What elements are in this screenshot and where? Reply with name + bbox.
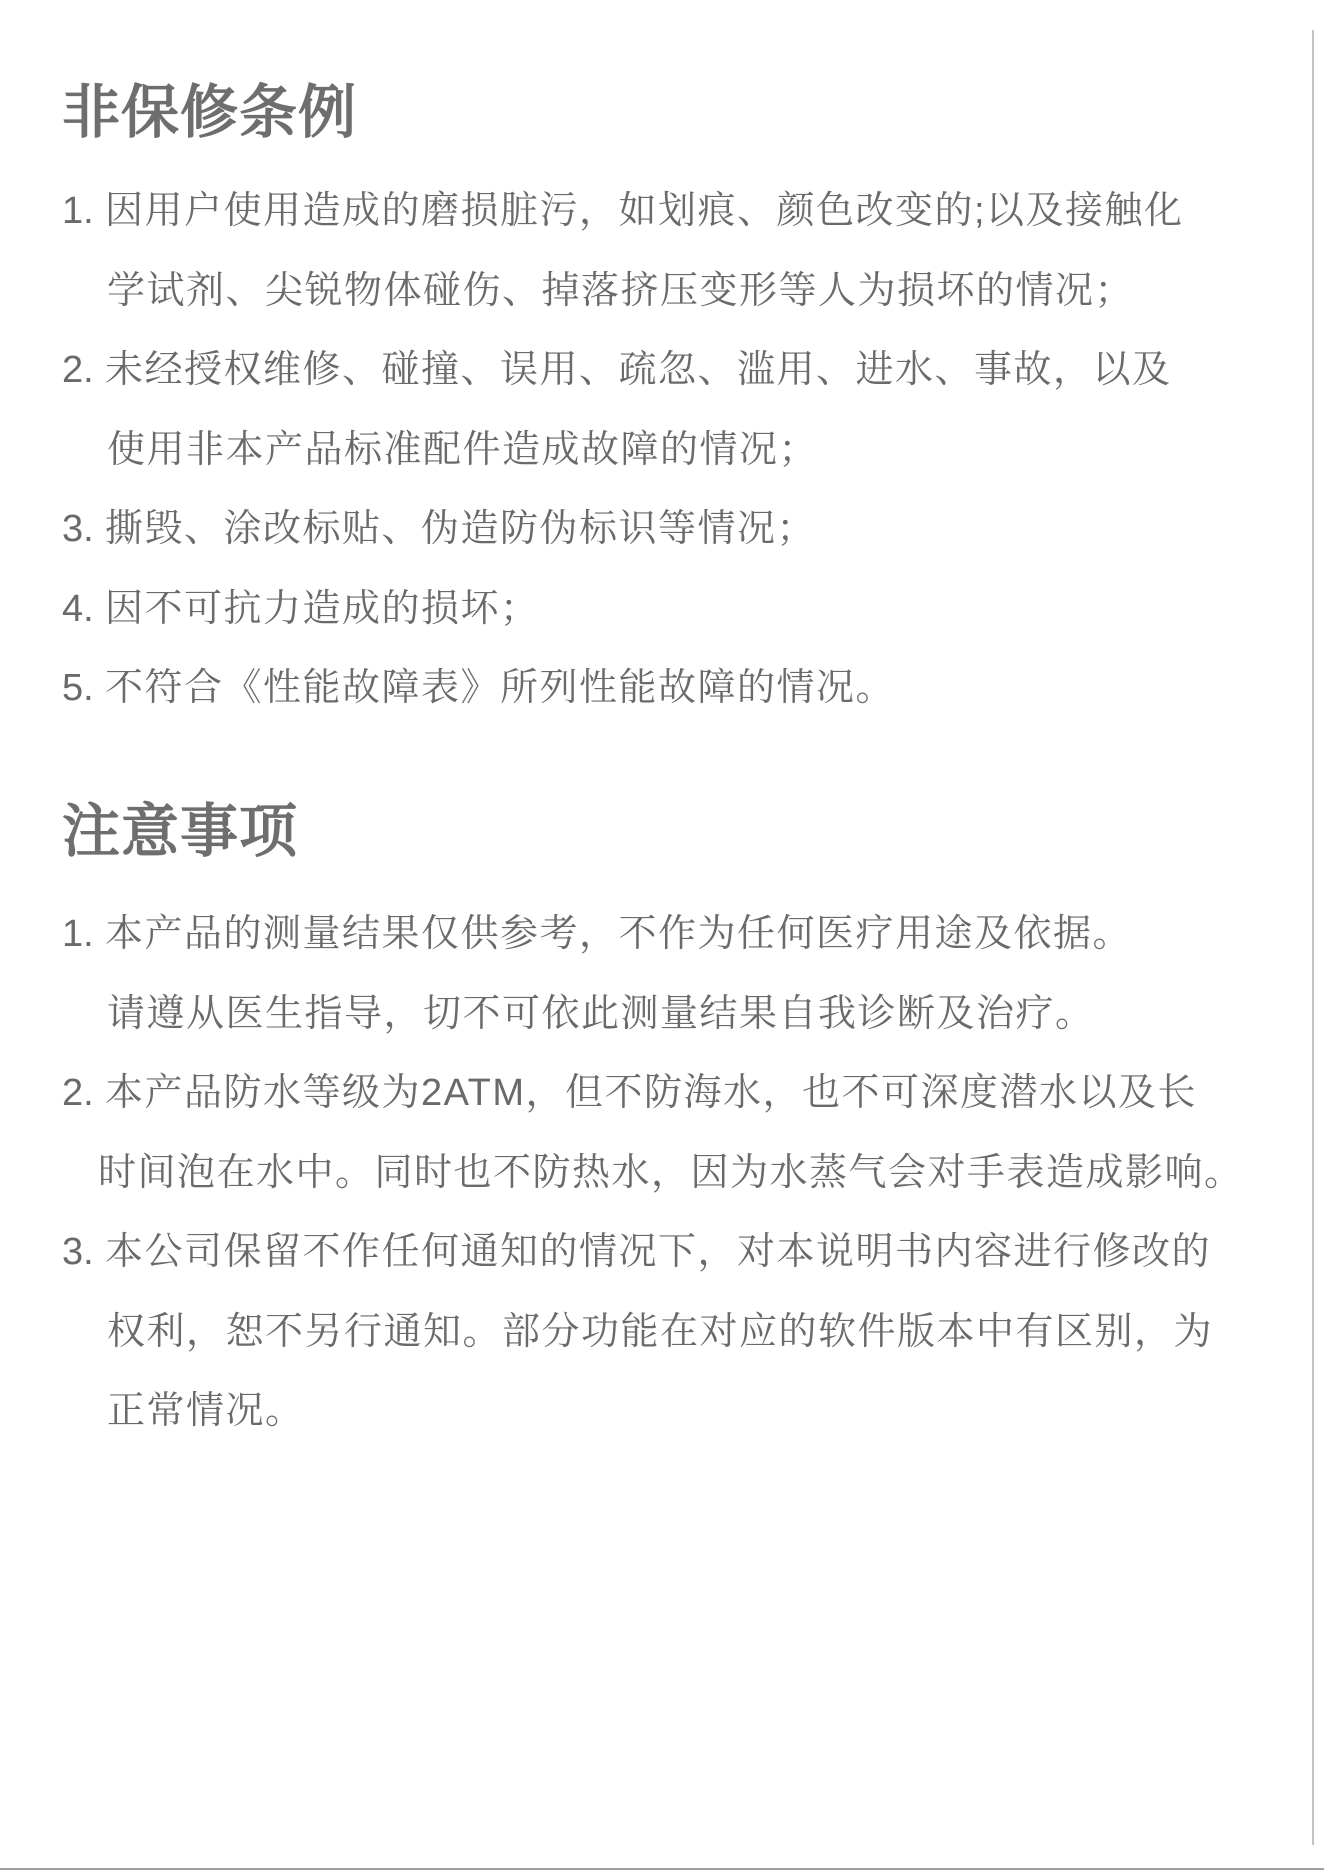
- list-item-text: 使用非本产品标准配件造成故障的情况；: [107, 428, 819, 471]
- list-item-text: 本产品的测量结果仅供参考，不作为任何医疗用途及依据。: [105, 913, 1133, 955]
- non-warranty-section: [62, 73, 1302, 729]
- list-item-text: 权利，恕不另行通知。部分功能在对应的软件版本中有区别，为: [107, 1310, 1214, 1353]
- list-item-line: [62, 649, 1302, 729]
- list-item: [62, 895, 1302, 1054]
- list-item-text: 请遵从医生指导，切不可依此测量结果自我诊断及治疗。: [107, 992, 1095, 1035]
- list-item-text: 本公司保留不作任何通知的情况下，对本说明书内容进行修改的: [105, 1231, 1212, 1273]
- list-item-line: [62, 570, 1302, 650]
- right-edge-divider: [1312, 30, 1314, 1845]
- list-item-text: 因用户使用造成的磨损脏污，如划痕、颜色改变的;以及接触化: [105, 190, 1184, 232]
- list-item: [62, 1054, 1302, 1213]
- list-item-number: 4.: [62, 587, 94, 630]
- list-item-text: 学试剂、尖锐物体碰伤、掉落挤压变形等人为损坏的情况；: [107, 269, 1135, 312]
- list-item: [62, 570, 1302, 650]
- list-item-number: 2.: [62, 1072, 94, 1114]
- list-item-text: 本产品防水等级为2ATM，但不防海水，也不可深度潜水以及长: [105, 1072, 1198, 1114]
- list-item-line: [62, 895, 1302, 975]
- notes-section: [62, 792, 1302, 1452]
- list-item-line: [62, 331, 1302, 411]
- list-item: [62, 331, 1302, 490]
- list-item-number: 3.: [62, 508, 94, 550]
- section-title: 注意事项: [62, 799, 299, 864]
- list-item-number: 3.: [62, 1231, 94, 1273]
- list-item-text: 不符合《性能故障表》所列性能故障的情况。: [105, 667, 896, 709]
- list-item-line: [62, 1054, 1302, 1134]
- list-item-text: 未经授权维修、碰撞、误用、疏忽、滥用、进水、事故，以及: [105, 349, 1172, 391]
- list-item-number: 5.: [62, 667, 94, 709]
- list-item: [62, 649, 1302, 729]
- list-item-number: 1.: [62, 190, 94, 232]
- list-item-text: 正常情况。: [107, 1390, 305, 1432]
- list-item-number: 2.: [62, 349, 94, 391]
- list-item-line: [62, 490, 1302, 570]
- list-item-text: 撕毁、涂改标贴、伪造防伪标识等情况；: [105, 508, 817, 550]
- list-item: [62, 490, 1302, 570]
- list-item-number: 1.: [62, 913, 94, 955]
- list-item: [62, 172, 1302, 331]
- bottom-edge-divider: [0, 1868, 1324, 1870]
- list-item-line: [62, 1213, 1302, 1293]
- list-item-text: 因不可抗力造成的损坏；: [105, 587, 540, 630]
- section-title: 非保修条例: [62, 80, 358, 145]
- list-item-line: [62, 172, 1302, 252]
- list-item-text: 时间泡在水中。同时也不防热水，因为水蒸气会对手表造成影响。: [98, 1151, 1244, 1194]
- list-item: [62, 1213, 1302, 1452]
